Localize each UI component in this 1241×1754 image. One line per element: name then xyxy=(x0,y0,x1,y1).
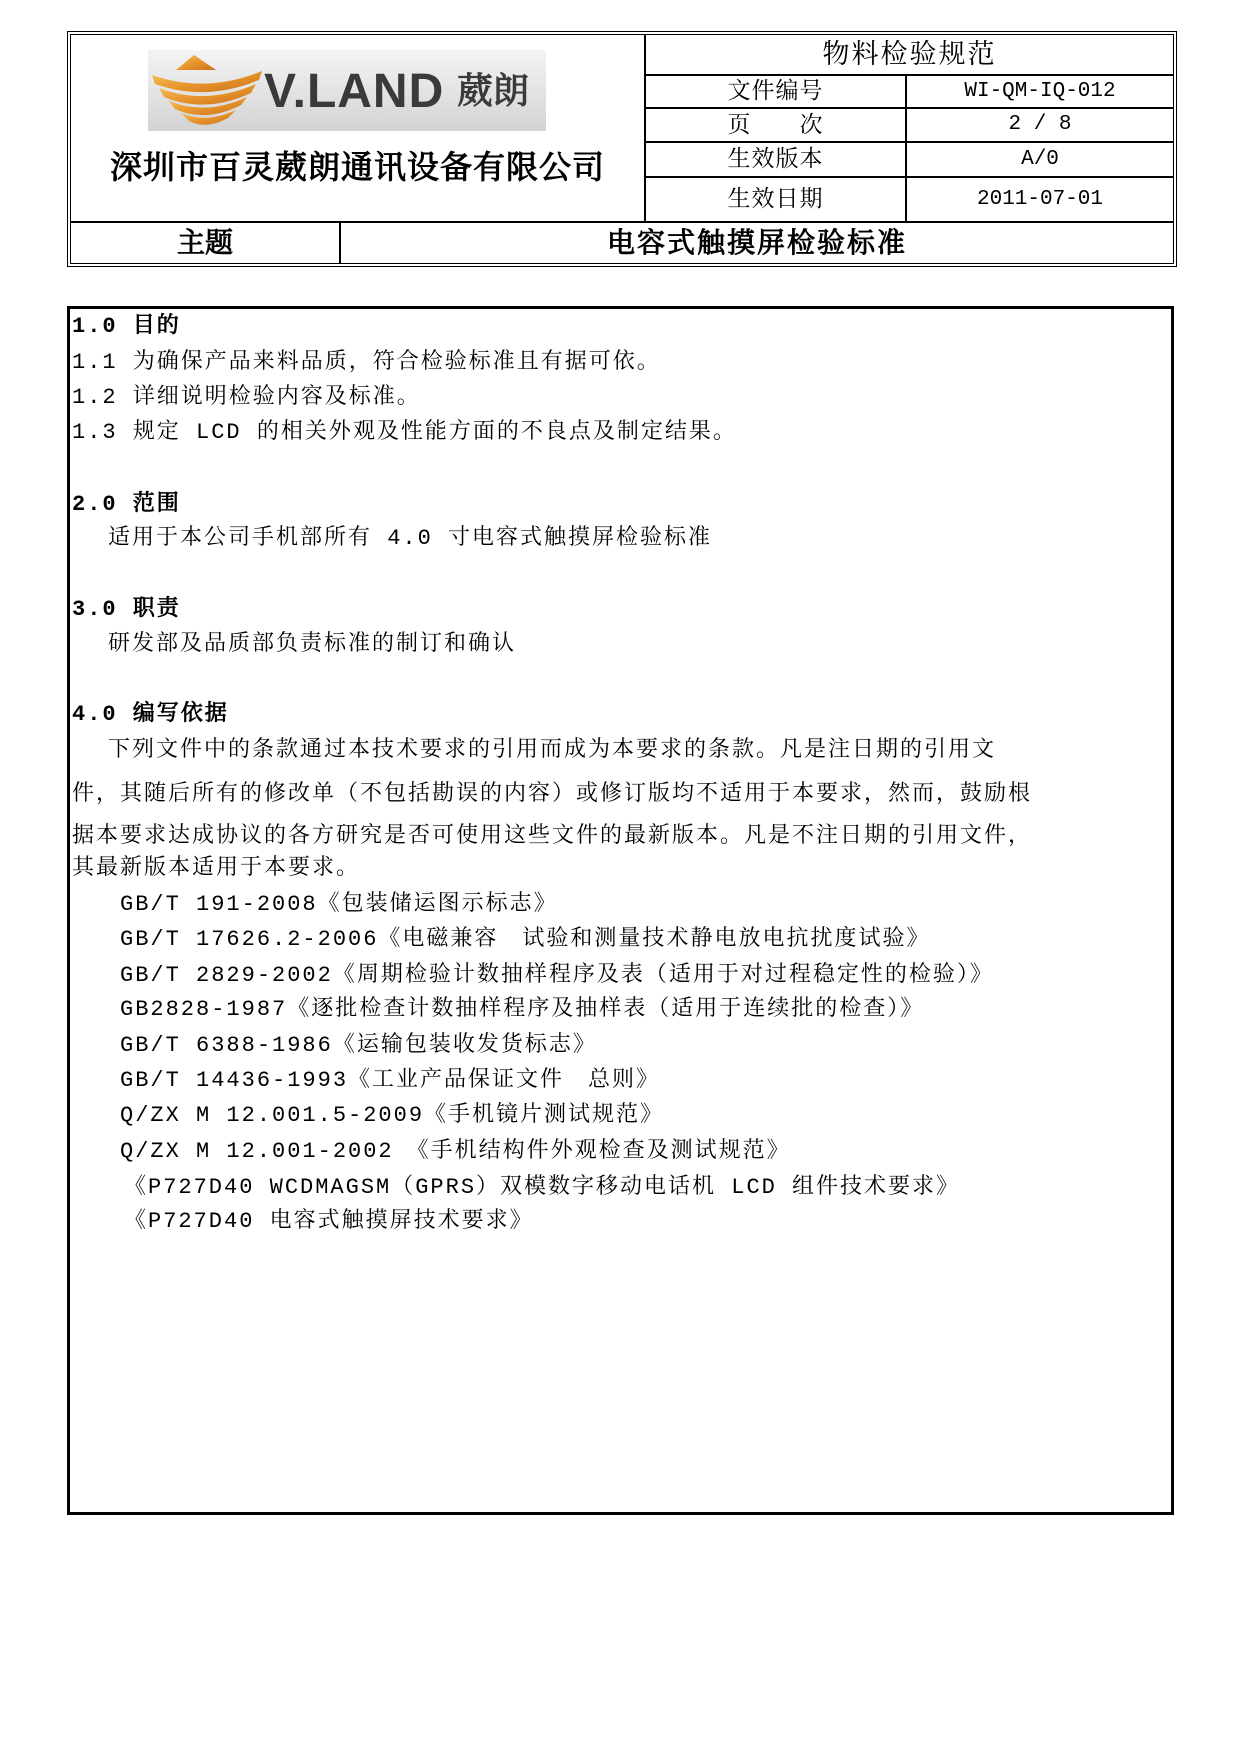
reference-item: Q/ZX M 12.001.5-2009《手机镜片测试规范》 xyxy=(120,1103,665,1128)
field-label: 文件编号 xyxy=(727,78,824,104)
subject-row xyxy=(71,221,1173,263)
basis-paragraph-line: 据本要求达成协议的各方研究是否可使用这些文件的最新版本。凡是不注日期的引用文件， xyxy=(72,824,1033,849)
section-heading-purpose: 1.0 目的 xyxy=(72,314,181,339)
document-header xyxy=(67,31,1177,267)
section-heading-basis: 4.0 编写依据 xyxy=(72,702,229,727)
field-label: 生效版本 xyxy=(727,146,824,172)
field-row-page xyxy=(646,109,1173,143)
purpose-line: 1.2 详细说明检验内容及标准。 xyxy=(72,385,421,410)
logo-chinese-mark: 葳朗 xyxy=(457,71,530,112)
reference-item: GB/T 17626.2-2006《电磁兼容 试验和测量技术静电放电抗扰度试验》 xyxy=(120,927,931,952)
basis-paragraph-line: 下列文件中的条款通过本技术要求的引用而成为本要求的条款。凡是注日期的引用文 xyxy=(108,738,997,763)
document-control-table xyxy=(644,35,1173,221)
field-value: A/0 xyxy=(905,143,1173,176)
section-heading-responsibility: 3.0 职责 xyxy=(72,597,181,622)
reference-item: GB2828-1987《逐批检查计数抽样程序及抽样表（适用于连续批的检查）》 xyxy=(120,997,925,1022)
field-row-doc-number xyxy=(646,76,1173,109)
purpose-line: 1.1 为确保产品来料品质，符合检验标准且有据可依。 xyxy=(72,350,661,375)
purpose-line: 1.3 规定 LCD 的相关外观及性能方面的不良点及制定结果。 xyxy=(72,420,737,445)
reference-item: 《P727D40 WCDMAGSM（GPRS）双模数字移动电话机 LCD 组件技术要求》 xyxy=(124,1175,961,1200)
field-value: WI-QM-IQ-012 xyxy=(905,76,1173,107)
reference-item: GB/T 14436-1993《工业产品保证文件 总则》 xyxy=(120,1068,661,1093)
section-heading-scope: 2.0 范围 xyxy=(72,492,181,517)
field-label: 页 次 xyxy=(727,112,824,138)
reference-item: 《P727D40 电容式触摸屏技术要求》 xyxy=(124,1209,534,1234)
doc-type-title: 物料检验规范 xyxy=(646,35,1173,76)
basis-paragraph-line: 件，其随后所有的修改单（不包括勘误的内容）或修订版均不适用于本要求，然而，鼓励根 xyxy=(72,782,1033,807)
reference-item: GB/T 6388-1986《运输包装收发货标志》 xyxy=(120,1033,597,1058)
reference-item: GB/T 191-2008《包装储运图示标志》 xyxy=(120,892,558,917)
responsibility-line: 研发部及品质部负责标准的制订和确认 xyxy=(108,632,517,657)
subject-title: 电容式触摸屏检验标准 xyxy=(606,226,907,259)
field-row-effective-date xyxy=(646,178,1173,221)
logo-emblem-icon xyxy=(148,50,266,131)
company-cell xyxy=(71,35,644,221)
scope-line: 适用于本公司手机部所有 4.0 寸电容式触摸屏检验标准 xyxy=(108,526,713,551)
company-logo xyxy=(148,50,546,131)
basis-paragraph-line: 其最新版本适用于本要求。 xyxy=(72,856,361,881)
reference-item: Q/ZX M 12.001-2002 《手机结构件外观检查及测试规范》 xyxy=(120,1139,791,1164)
company-name: 深圳市百灵葳朗通讯设备有限公司 xyxy=(109,148,605,186)
field-row-version xyxy=(646,143,1173,178)
field-value: 2 / 8 xyxy=(905,109,1173,141)
field-label: 生效日期 xyxy=(727,186,824,212)
logo-wordmark: V.LAND xyxy=(264,65,445,118)
content-box xyxy=(67,306,1174,1515)
reference-item: GB/T 2829-2002《周期检验计数抽样程序及表（适用于对过程稳定性的检验）》 xyxy=(120,963,994,988)
subject-label: 主题 xyxy=(71,223,341,263)
field-value: 2011-07-01 xyxy=(905,178,1173,221)
